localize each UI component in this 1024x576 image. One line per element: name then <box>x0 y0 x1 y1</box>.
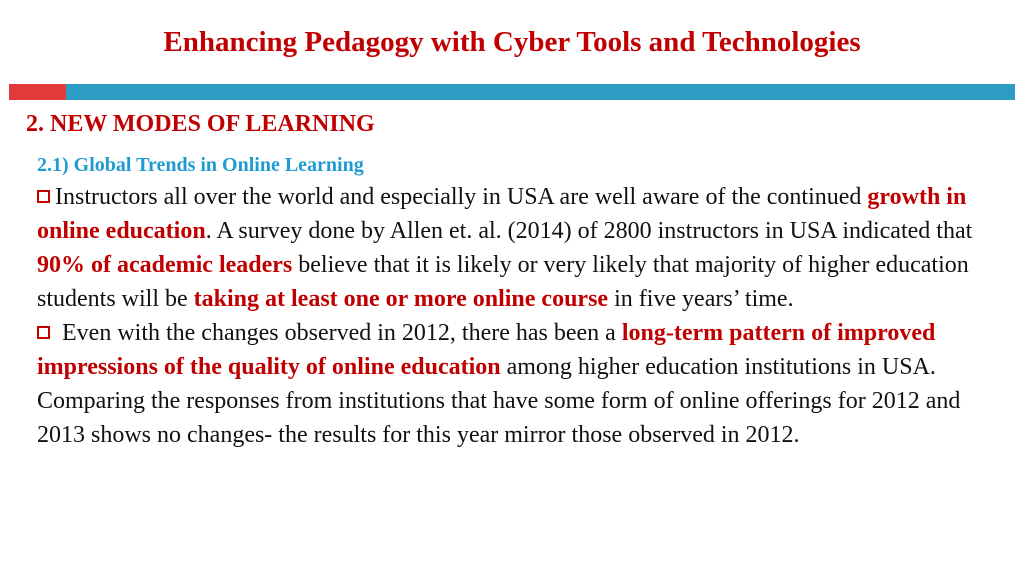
paragraph-text: among higher education institutions in USA. Comparing the responses from institutions that have some form of online offerings for 2012 and 2013 shows no changes- the results for this year mirror those observed in 2012. <box>37 354 961 448</box>
subheading: 2.1) Global Trends in Online Learning <box>37 154 364 176</box>
paragraph-text: . A survey done by Allen et. al. (2014) of 2800 instructors in USA indicated that <box>205 218 973 244</box>
accent-bar-red <box>9 84 66 100</box>
paragraph-text: believe that it is likely or very likely that majority of higher education students will be <box>37 252 969 312</box>
slide-body <box>37 180 997 452</box>
paragraph-text: in five years’ time. <box>608 286 794 312</box>
highlight-text: long-term pattern of improved impressions of the quality of online education <box>37 320 936 380</box>
section-heading: 2. NEW MODES OF LEARNING <box>26 111 375 137</box>
paragraph-text: Instructors all over the world and especially in USA are well aware of the continued <box>55 184 868 210</box>
bullet-paragraph-2 <box>37 316 997 452</box>
square-bullet-icon <box>37 190 50 203</box>
accent-bar-blue <box>66 84 1015 100</box>
slide-title: Enhancing Pedagogy with Cyber Tools and Technologies <box>163 26 861 58</box>
square-bullet-icon <box>37 326 50 339</box>
bullet-paragraph-1 <box>37 180 997 316</box>
paragraph-text: Even with the changes observed in 2012, there has been a <box>62 320 622 346</box>
highlight-text: taking at least one or more online course <box>193 286 609 312</box>
highlight-text: growth in online education <box>37 184 967 244</box>
highlight-text: 90% of academic leaders <box>37 252 293 278</box>
